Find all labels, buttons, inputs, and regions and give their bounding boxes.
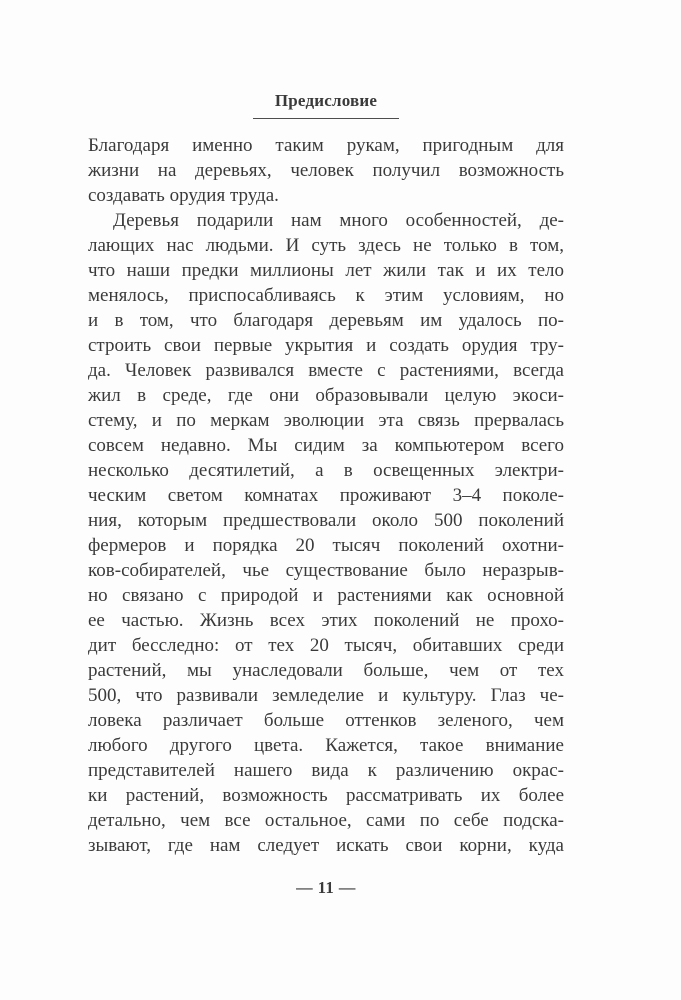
text-line: ческим светом комнатах проживают 3–4 поколе- bbox=[88, 485, 564, 506]
text-line: и в том, что благодаря деревьям им удалось по- bbox=[88, 310, 564, 331]
text-line: но связано с природой и растениями как основной bbox=[88, 585, 564, 606]
text-line: фермеров и порядка 20 тысяч поколений охотни- bbox=[88, 535, 564, 556]
text-line: совсем недавно. Мы сидим за компьютером всего bbox=[88, 435, 564, 456]
text-line: ловека различает больше оттенков зеленого, чем bbox=[88, 710, 564, 731]
running-head-title: Предисловие bbox=[274, 91, 378, 110]
page-footer bbox=[88, 878, 564, 898]
header-rule bbox=[253, 118, 399, 119]
text-line: жил в среде, где они образовывали целую экоси- bbox=[88, 385, 564, 406]
text-line: менялось, приспосабливаясь к этим условиям, но bbox=[88, 285, 564, 306]
text-line: ния, которым предшествовали около 500 поколений bbox=[88, 510, 564, 531]
text-line: Благодаря именно таким рукам, пригодным для bbox=[88, 135, 564, 156]
text-line: представителей нашего вида к различению окрас- bbox=[88, 760, 564, 781]
text-line: ки растений, возможность рассматривать их более bbox=[88, 785, 564, 806]
text-line: что наши предки миллионы лет жили так и их тело bbox=[88, 260, 564, 281]
text-line: дит бесследно: от тех 20 тысяч, обитавших среди bbox=[88, 635, 564, 656]
text-line: ее частью. Жизнь всех этих поколений не прохо- bbox=[88, 610, 564, 631]
text-line: Деревья подарили нам много особенностей, де- bbox=[113, 210, 564, 231]
text-line: несколько десятилетий, а в освещенных электри- bbox=[88, 460, 564, 481]
text-line: лающих нас людьми. И суть здесь не только в том, bbox=[88, 235, 564, 256]
page-number: — 11 — bbox=[296, 878, 356, 897]
text-line: зывают, где нам следует искать свои корни, куда bbox=[88, 835, 564, 856]
text-line: стему, и по меркам эволюции эта связь прервалась bbox=[88, 410, 564, 431]
text-line: любого другого цвета. Кажется, такое внимание bbox=[88, 735, 564, 756]
text-line: 500, что развивали земледелие и культуру. Глаз че- bbox=[88, 685, 564, 706]
text-line: да. Человек развивался вместе с растениями, всегда bbox=[88, 360, 564, 381]
text-line: детально, чем все остальное, сами по себе подска- bbox=[88, 810, 564, 831]
body-text bbox=[88, 133, 564, 858]
text-line: жизни на деревьях, человек получил возможность bbox=[88, 160, 564, 181]
text-line: строить свои первые укрытия и создать орудия тру- bbox=[88, 335, 564, 356]
text-line: создавать орудия труда. bbox=[88, 185, 279, 206]
text-line: растений, мы унаследовали больше, чем от тех bbox=[88, 660, 564, 681]
page-header bbox=[88, 91, 564, 119]
text-line: ков-собирателей, чье существование было неразрыв- bbox=[88, 560, 564, 581]
